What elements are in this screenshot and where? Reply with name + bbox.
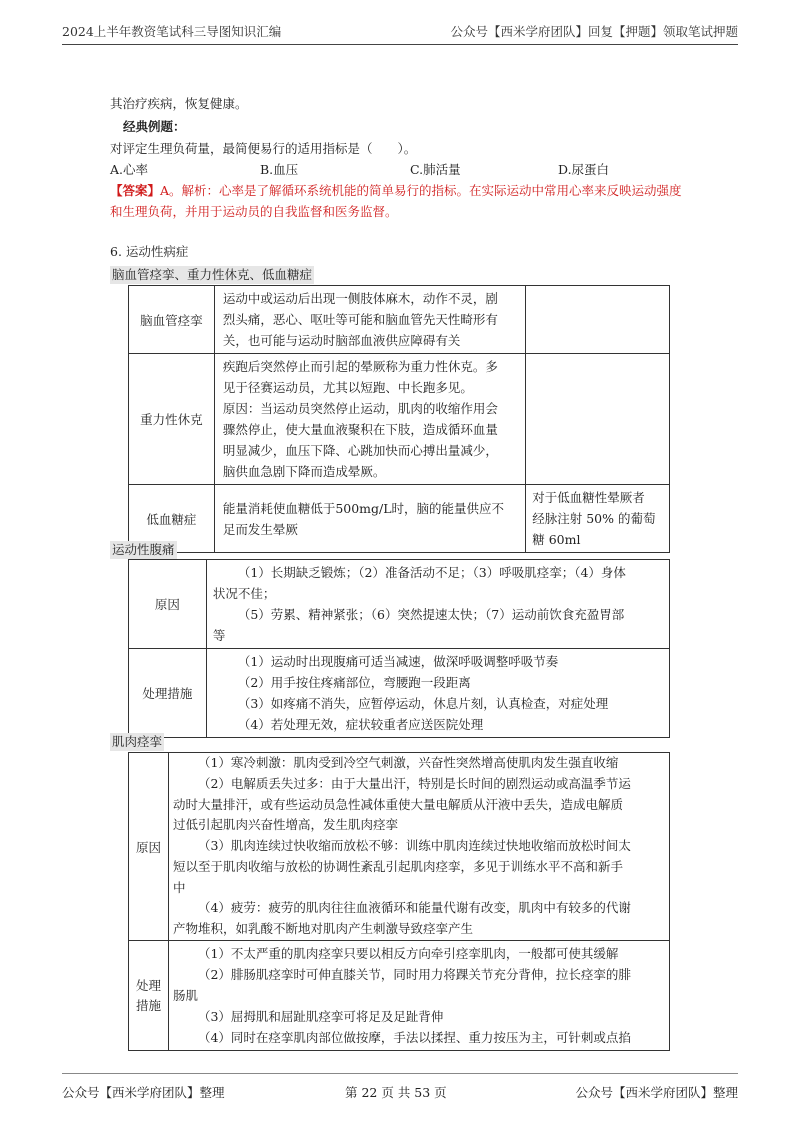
row-desc <box>214 485 525 553</box>
row-name: 处理措施 <box>129 649 207 738</box>
row-name: 低血糖症 <box>129 485 215 553</box>
footer-left: 公众号【西米学府团队】整理 <box>62 1085 225 1100</box>
row-name: 原因 <box>129 560 207 649</box>
content-line: （5）劳累、精神紧张；（6）突然提速太快；（7）运动前饮食充盈胃部 <box>237 607 625 622</box>
footer-page-number: 第 22 页 共 53 页 <box>345 1085 447 1100</box>
desc-line: 明显减少，血压下降、心跳加快而心搏出量减少， <box>222 443 498 458</box>
table-muscle-cramp <box>128 752 670 1051</box>
content-line: 等 <box>212 628 226 643</box>
table-abdominal-pain <box>128 559 670 738</box>
desc-line: 足而发生晕厥 <box>222 521 298 537</box>
desc-line: 疾跑后突然停止而引起的晕厥称为重力性休克。多 <box>222 359 498 374</box>
content-line: 动时大量排汗，或有些运动员急性减体重使大量电解质从汗液中丢失，造成电解质 <box>172 796 623 812</box>
option-d: D.尿蛋白 <box>558 162 610 177</box>
table3-row <box>129 753 670 941</box>
row-name: 原因 <box>129 753 169 941</box>
content-line: 中 <box>172 879 186 895</box>
footer-divider <box>62 1073 738 1074</box>
example-question: 对评定生理负荷量，最简便易行的适用指标是（ ）。 <box>110 141 417 156</box>
row-content <box>168 753 669 941</box>
table-syncope <box>128 285 670 553</box>
table1-title: 脑血管痉挛、重力性休克、低血糖症 <box>112 267 313 282</box>
content-line: 短以至于肌肉收缩与放松的协调性紊乱引起肌肉痉挛，多见于训练水平不高和新手 <box>172 858 623 874</box>
desc-line: 脑供血急剧下降而造成晕厥。 <box>222 464 386 479</box>
footer-right: 公众号【西米学府团队】整理 <box>575 1085 738 1100</box>
row-extra <box>526 354 670 485</box>
header-divider <box>62 44 738 45</box>
content-line: （2）腓肠肌痉挛时可伸直膝关节，同时用力将踝关节充分背伸，拉长痉挛的腓 <box>197 967 631 982</box>
content-line: （4）若处理无效，症状较重者应送医院处理 <box>237 717 484 732</box>
row-content <box>206 560 669 649</box>
content-line: 状况不佳； <box>212 586 276 601</box>
table3-row <box>129 941 670 1051</box>
row-desc <box>214 286 525 354</box>
row-content <box>206 649 669 738</box>
desc-line: 运动中或运动后出现一侧肢体麻木，动作不灵，剧 <box>222 291 498 306</box>
desc-line: 骤然停止，使大量血液聚积在下肢，造成循环血量 <box>222 422 498 437</box>
desc-line: 烈头痛，恶心、呕吐等可能和脑血管先天性畸形有 <box>222 312 498 327</box>
content-line: （3）屈拇肌和屈趾肌痉挛可将足及足趾背伸 <box>197 1009 444 1024</box>
extra-line: 糖 60ml <box>532 532 581 547</box>
page-header <box>62 22 738 40</box>
content-line: （4）疲劳：疲劳的肌肉往往血液循环和能量代谢有改变，肌肉中有较多的代谢 <box>197 900 631 916</box>
row-name: 处理 措施 <box>129 941 169 1051</box>
content-line: （2）电解质丢失过多：由于大量出汗，特别是长时间的剧烈运动或高温季节运 <box>197 776 631 792</box>
answer-line-2: 和生理负荷，并用于运动员的自我监督和医务监督。 <box>110 204 398 219</box>
option-c: C.肺活量 <box>410 162 461 177</box>
section-title: 6. 运动性病症 <box>110 244 189 259</box>
table3-title: 肌肉痉挛 <box>112 734 163 749</box>
content-line: （1）长期缺乏锻炼；（2）准备活动不足；（3）呼吸肌痉挛；（4）身体 <box>237 565 626 580</box>
answer-line-1 <box>110 182 682 200</box>
option-a: A.心率 <box>110 162 149 177</box>
content-line: （1）寒冷刺激：肌肉受到冷空气刺激，兴奋性突然增高使肌肉发生强直收缩 <box>197 755 619 771</box>
content-line: （4）同时在痉挛肌肉部位做按摩，手法以揉捏、重力按压为主，可针刺或点掐 <box>197 1030 631 1045</box>
table2-row <box>129 649 670 738</box>
answer-text-1: A。解析：心率是了解循环系统机能的简单易行的指标。在实际运动中常用心率来反映运动强度 <box>160 183 682 198</box>
row-name: 脑血管痉挛 <box>129 286 215 354</box>
content-line: （1）不太严重的肌肉痉挛只要以相反方向牵引痉挛肌肉，一般都可使其缓解 <box>197 946 619 961</box>
row-desc <box>214 354 525 485</box>
table2-title: 运动性腹痛 <box>112 542 175 557</box>
desc-line: 原因：当运动员突然停止运动，肌肉的收缩作用会 <box>222 401 498 416</box>
table1-row <box>129 354 670 485</box>
content-line: （1）运动时出现腹痛可适当减速，做深呼吸调整呼吸节奏 <box>237 654 559 669</box>
table2-row <box>129 560 670 649</box>
table1-row <box>129 286 670 354</box>
content-line: （3）如疼痛不消失，应暂停运动，休息片刻，认真检查，对症处理 <box>237 696 609 711</box>
intro-line: 其治疗疾病，恢复健康。 <box>110 96 248 111</box>
example-heading: 经典例题： <box>123 119 186 134</box>
header-right-text: 公众号【西米学府团队】回复【押题】领取笔试押题 <box>450 24 738 39</box>
content-line: 肠肌 <box>172 988 198 1003</box>
extra-line: 经脉注射 50% 的葡萄 <box>532 511 656 526</box>
extra-line: 对于低血糖性晕厥者 <box>532 490 645 505</box>
answer-label: 【答案】 <box>110 183 161 198</box>
row-extra <box>526 485 670 553</box>
header-left-text: 2024上半年教资笔试科三导图知识汇编 <box>62 24 282 39</box>
table1-row <box>129 485 670 553</box>
content-line: 产物堆积，如乳酸不断地对肌肉产生刺激导致痉挛产生 <box>172 920 473 936</box>
content-line: （3）肌肉连续过快收缩而放松不够：训练中肌肉连续过快地收缩而放松时间太 <box>197 838 631 854</box>
content-line: 过低引起肌肉兴奋性增高，发生肌肉痉挛 <box>172 817 398 833</box>
desc-line: 见于径赛运动员，尤其以短跑、中长跑多见。 <box>222 380 473 395</box>
option-b: B.血压 <box>260 162 299 177</box>
row-extra <box>526 286 670 354</box>
row-name: 重力性休克 <box>129 354 215 485</box>
content-line: （2）用手按住疼痛部位，弯腰跑一段距离 <box>237 675 471 690</box>
desc-line: 能量消耗使血糖低于500mg/L时，脑的能量供应不 <box>222 500 505 516</box>
row-content <box>168 941 669 1051</box>
desc-line: 关，也可能与运动时脑部血液供应障碍有关 <box>222 333 461 348</box>
